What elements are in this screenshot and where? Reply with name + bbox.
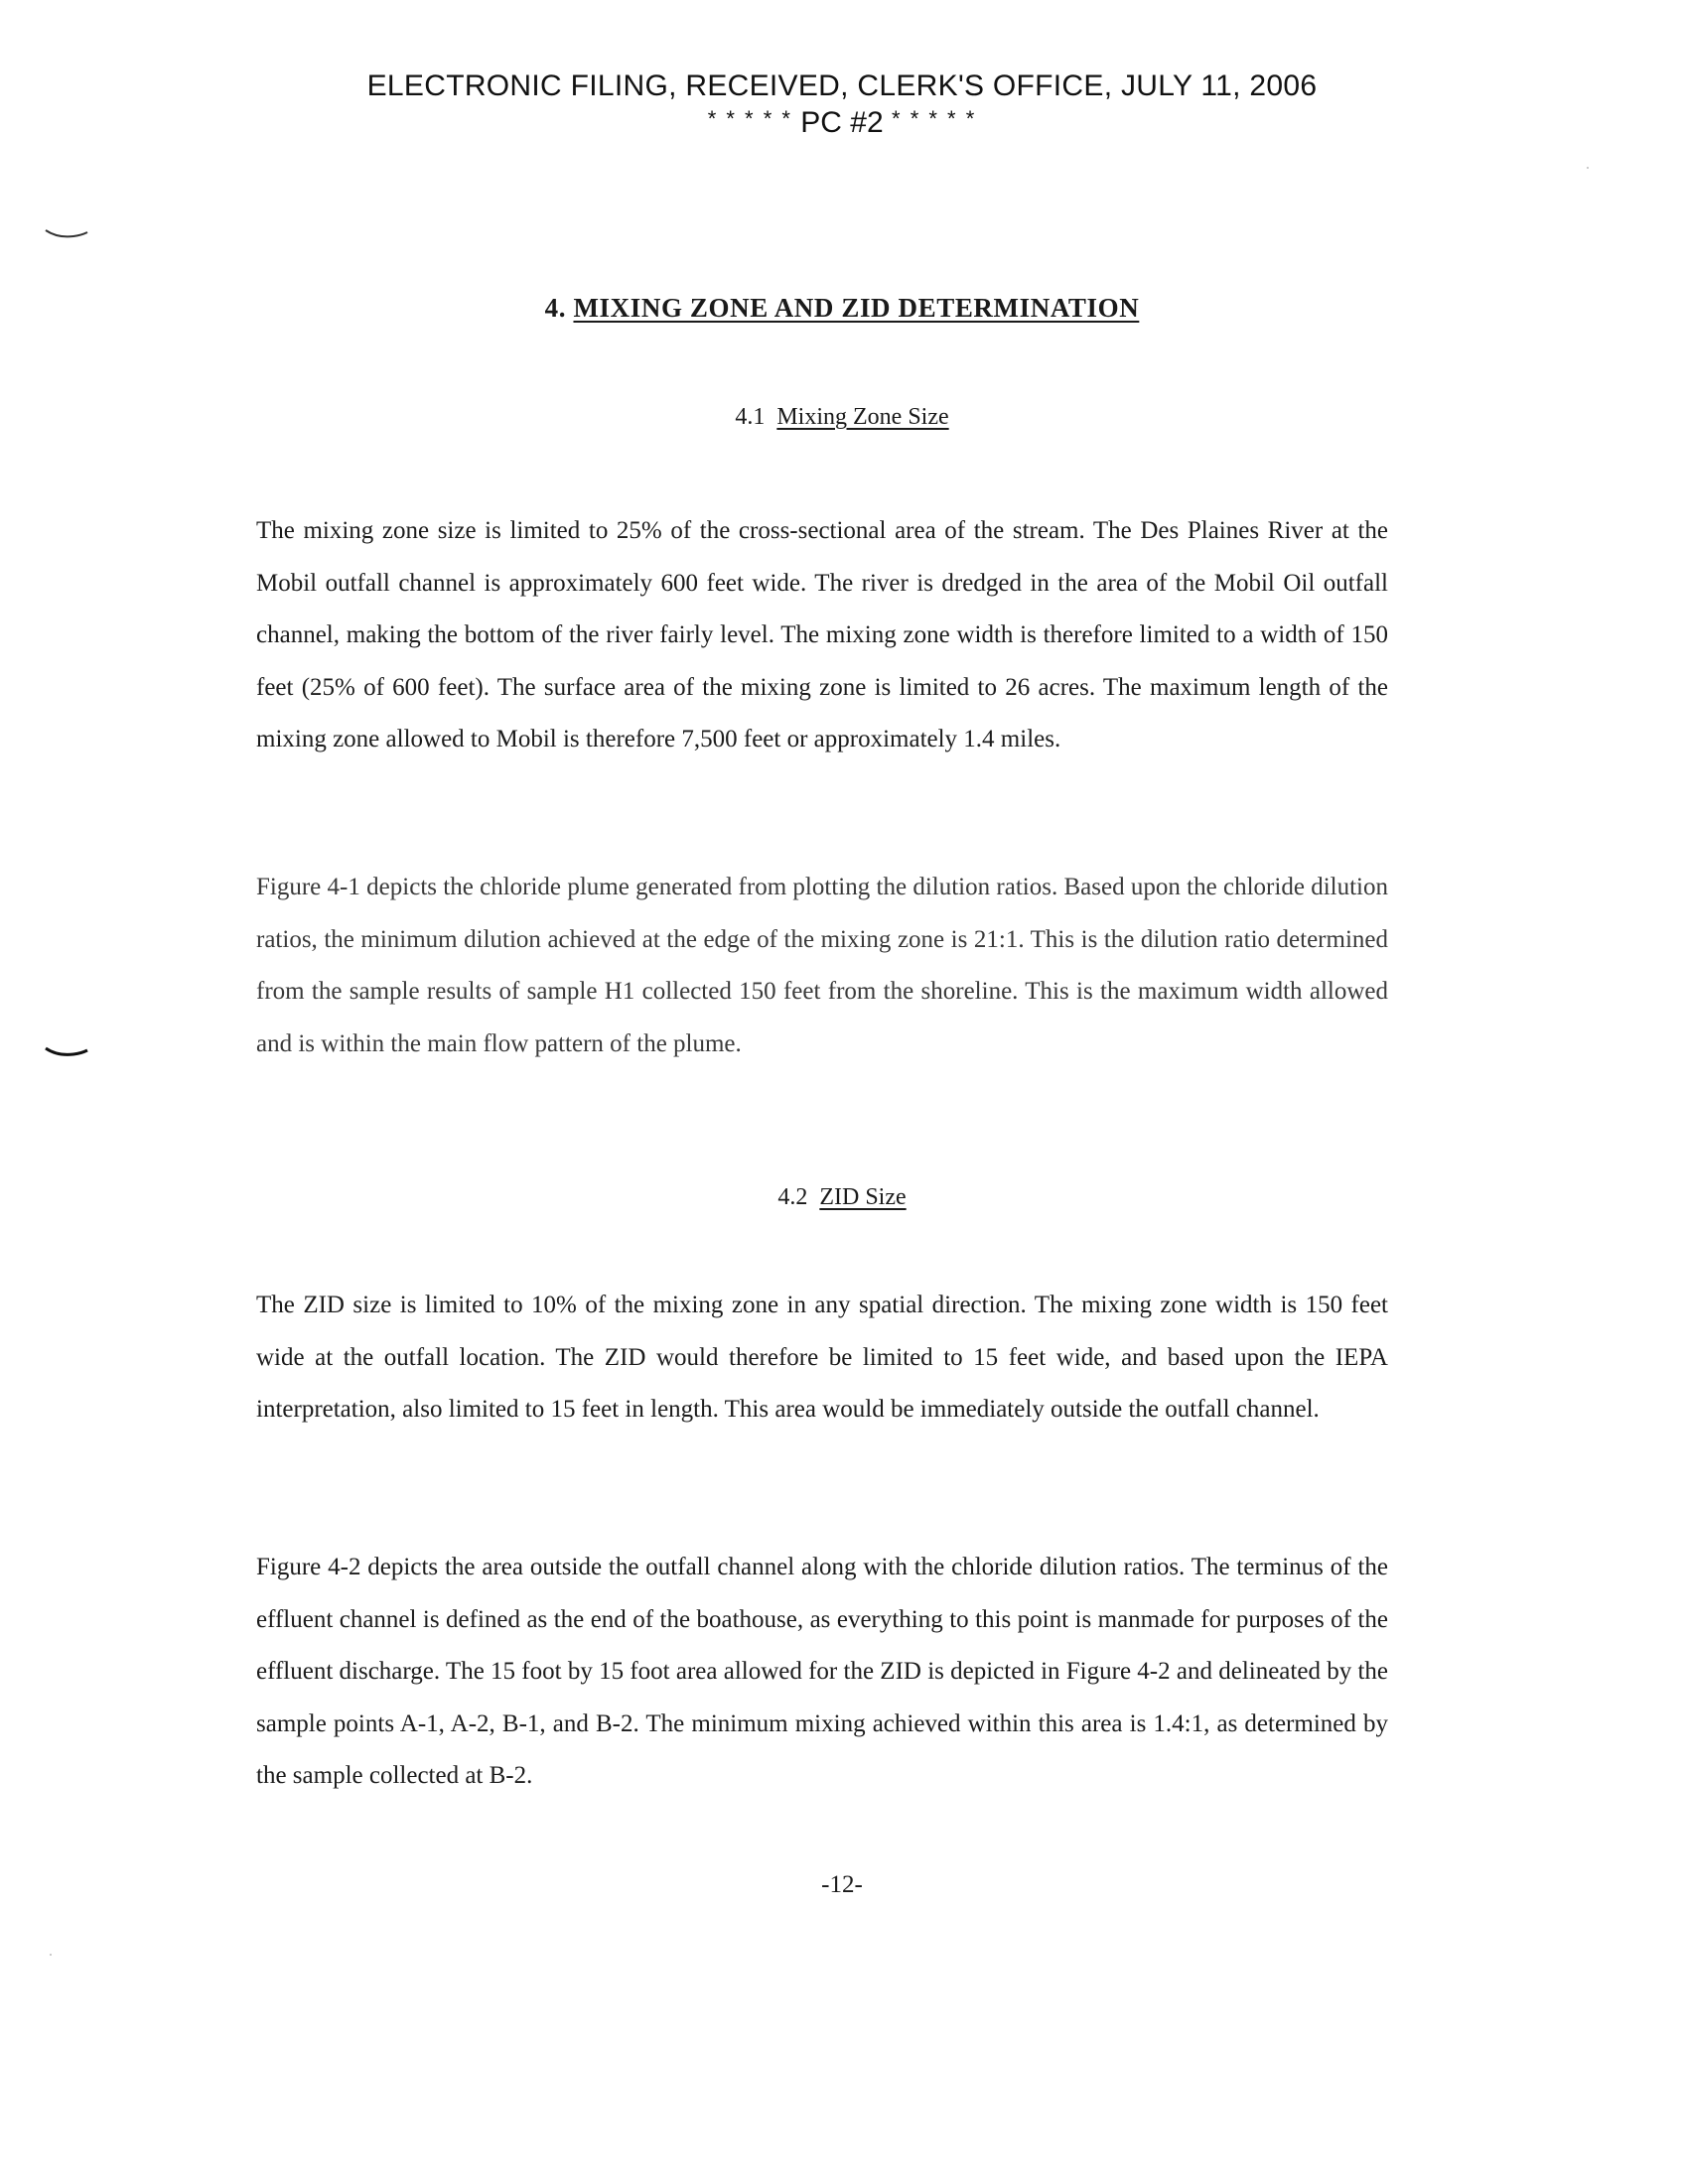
chapter-title: MIXING ZONE AND ZID DETERMINATION bbox=[573, 293, 1140, 323]
paragraph-chloride-plume: Figure 4-1 depicts the chloride plume generated from plotting the dilution ratios. Based upon the chloride dilution ratios, the minimum dilution achieved at the edge of the mixing zone is 21:1. This is the dilution ratio determined from the sample results of sample H1 collected 150 feet from the shoreline. This is the maximum width allowed and is within the main flow pattern of the plume. bbox=[256, 874, 1388, 1057]
section-number: 4.1 bbox=[735, 404, 766, 430]
section-title: ZID Size bbox=[819, 1184, 907, 1210]
scan-speck bbox=[1587, 167, 1589, 169]
stars-right: * * * * * bbox=[892, 106, 977, 131]
scan-speck bbox=[50, 1954, 52, 1956]
chapter-number: 4. bbox=[544, 293, 567, 323]
page-number: -12- bbox=[821, 1871, 863, 1898]
section-title: Mixing Zone Size bbox=[776, 404, 949, 430]
section-number: 4.2 bbox=[777, 1184, 808, 1210]
stars-left: * * * * * bbox=[707, 106, 792, 131]
scan-mark-icon bbox=[44, 224, 89, 244]
chapter-heading bbox=[0, 293, 1684, 324]
section-heading-4-1 bbox=[0, 404, 1684, 431]
section-heading-4-2 bbox=[0, 1184, 1684, 1211]
paragraph-zid-figure: Figure 4-2 depicts the area outside the outfall channel along with the chloride dilution ratios. The terminus of the effluent channel is defined as the end of the boathouse, as everything to this point is manmade for purposes of the effluent discharge. The 15 foot by 15 foot area allowed for the ZID is depicted in Figure 4-2 and delineated by the sample points A-1, A-2, B-1, and B-2. The minimum mixing achieved within this area is 1.4:1, as determined by the sample collected at B-2. bbox=[256, 1554, 1388, 1789]
paragraph-mixing-zone-limits: The mixing zone size is limited to 25% of the cross-sectional area of the stream. The Des Plaines River at the Mobil outfall channel is approximately 600 feet wide. The river is dredged in the area of the Mobil Oil outfall channel, making the bottom of the river fairly level. The mixing zone width is therefore limited to a width of 150 feet (25% of 600 feet). The surface area of the mixing zone is limited to 26 acres. The maximum length of the mixing zone allowed to Mobil is therefore 7,500 feet or approximately 1.4 miles. bbox=[256, 517, 1388, 752]
filing-stamp-pc-line bbox=[0, 103, 1684, 139]
scan-mark-icon bbox=[44, 1042, 89, 1062]
pc-label: PC #2 bbox=[800, 106, 884, 139]
filing-stamp-line: ELECTRONIC FILING, RECEIVED, CLERK'S OFFICE, JULY 11, 2006 bbox=[366, 69, 1318, 102]
paragraph-zid-limits: The ZID size is limited to 10% of the mixing zone in any spatial direction. The mixing zone width is 150 feet wide at the outfall location. The ZID would therefore be limited to 15 feet wide, and based upon the IEPA interpretation, also limited to 15 feet in length. This area would be immediately outside the outfall channel. bbox=[256, 1292, 1388, 1423]
